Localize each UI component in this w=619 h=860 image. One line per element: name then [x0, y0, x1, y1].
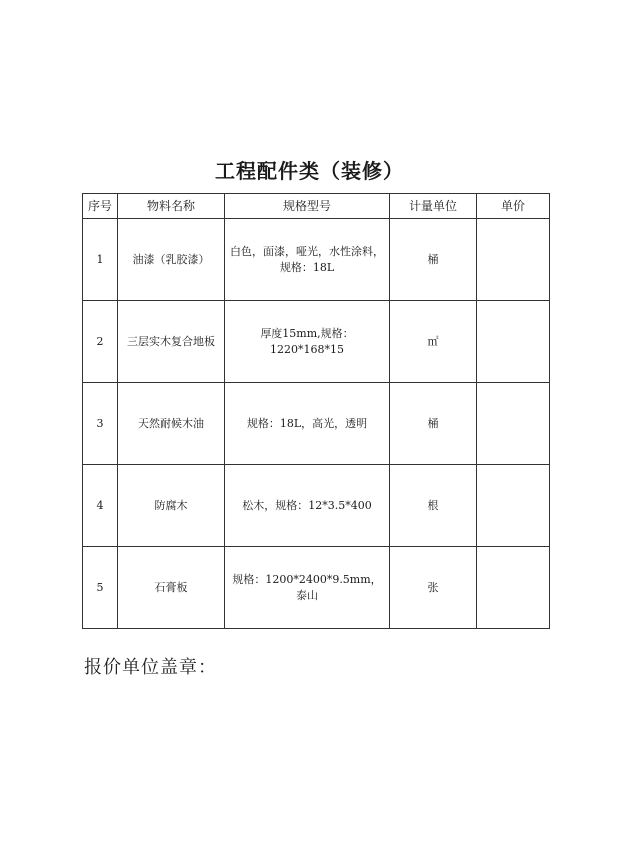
header-spec: 规格型号 — [225, 194, 390, 219]
cell-name: 天然耐候木油 — [118, 383, 225, 465]
cell-price[interactable] — [477, 383, 550, 465]
cell-name: 防腐木 — [118, 465, 225, 547]
cell-spec: 规格：18L，高光，透明 — [225, 383, 390, 465]
quotation-stamp-label: 报价单位盖章： — [84, 657, 217, 678]
cell-no: 4 — [83, 465, 118, 547]
cell-price[interactable] — [477, 547, 550, 629]
cell-name: 石膏板 — [118, 547, 225, 629]
header-no: 序号 — [83, 194, 118, 219]
header-name: 物料名称 — [118, 194, 225, 219]
cell-unit: 根 — [390, 465, 477, 547]
cell-price[interactable] — [477, 465, 550, 547]
table-row — [83, 465, 550, 547]
table-row — [83, 383, 550, 465]
cell-unit: 桶 — [390, 383, 477, 465]
materials-table — [82, 193, 550, 629]
cell-unit: ㎡ — [390, 301, 477, 383]
cell-spec: 厚度15mm,规格：1220*168*15 — [225, 301, 390, 383]
cell-name: 油漆（乳胶漆） — [118, 219, 225, 301]
table-row — [83, 547, 550, 629]
cell-spec: 白色，面漆，哑光，水性涂料，规格：18L — [225, 219, 390, 301]
cell-unit: 桶 — [390, 219, 477, 301]
cell-unit: 张 — [390, 547, 477, 629]
table-header-row — [83, 194, 550, 219]
cell-spec: 规格：1200*2400*9.5mm，泰山 — [225, 547, 390, 629]
cell-name: 三层实木复合地板 — [118, 301, 225, 383]
header-price: 单价 — [477, 194, 550, 219]
cell-price[interactable] — [477, 219, 550, 301]
header-unit: 计量单位 — [390, 194, 477, 219]
table-row — [83, 219, 550, 301]
cell-no: 3 — [83, 383, 118, 465]
cell-price[interactable] — [477, 301, 550, 383]
table-row — [83, 301, 550, 383]
cell-no: 5 — [83, 547, 118, 629]
cell-spec: 松木，规格：12*3.5*400 — [225, 465, 390, 547]
cell-no: 1 — [83, 219, 118, 301]
page-title: 工程配件类（装修） — [215, 159, 404, 183]
cell-no: 2 — [83, 301, 118, 383]
